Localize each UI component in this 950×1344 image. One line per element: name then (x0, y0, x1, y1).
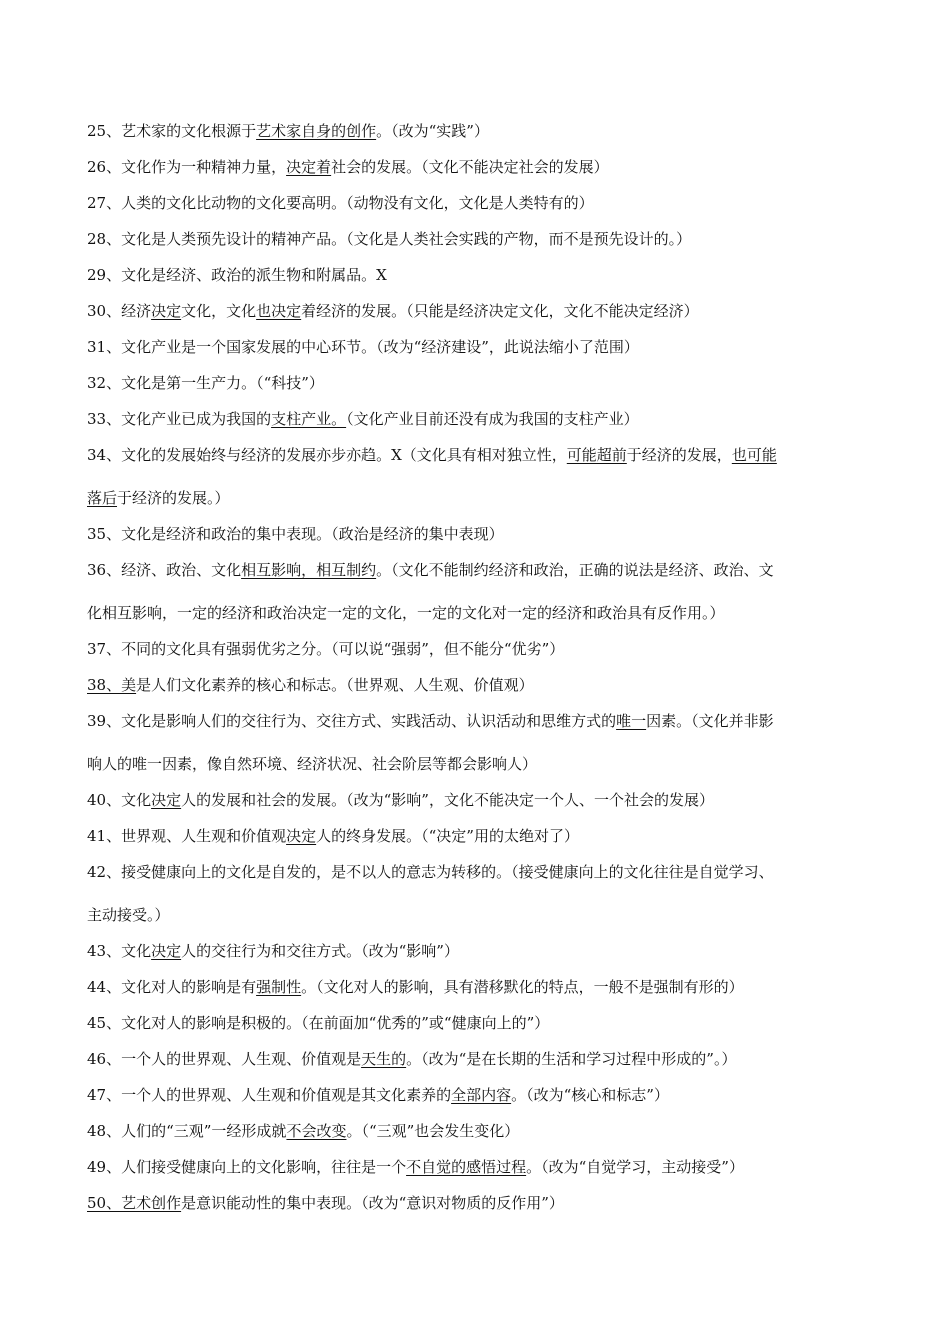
text-segment: 31、文化产业是一个国家发展的中心环节。（改为“经济建设”，此说法缩小了范围） (87, 338, 639, 356)
text-segment: 33、文化产业已成为我国的 (87, 410, 272, 428)
document-line (87, 1152, 865, 1188)
text-segment: 41、世界观、人生观和价值观 (87, 827, 287, 845)
document-line (87, 440, 865, 476)
document-line (87, 152, 865, 188)
text-segment: 39、文化是影响人们的交往行为、交往方式、实践活动、认识活动和思维方式的 (87, 712, 617, 730)
text-segment: 社会的发展。（文化不能决定社会的发展） (331, 158, 609, 176)
text-segment: 。（改为“是在长期的生活和学习过程中形成的”。） (406, 1050, 737, 1068)
text-segment: 36、经济、政治、文化 (87, 561, 242, 579)
text-segment: 47、一个人的世界观、人生观和价值观是其文化素养的 (87, 1086, 452, 1104)
text-segment: 文化，文化 (181, 302, 257, 320)
text-segment: 人的终身发展。（“决定”用的太绝对了） (316, 827, 579, 845)
document-line (87, 972, 865, 1008)
underlined-text: 决定 (151, 791, 182, 809)
text-segment: 是人们文化素养的核心和标志。（世界观、人生观、价值观） (136, 676, 534, 694)
text-segment: 26、文化作为一种精神力量， (87, 158, 287, 176)
document-line (87, 634, 865, 670)
underlined-text: 也可能 (731, 446, 777, 464)
document-line (87, 296, 865, 332)
text-segment: 人的发展和社会的发展。（改为“影响”，文化不能决定一个人、一个社会的发展） (181, 791, 714, 809)
underlined-text: 不会改变 (286, 1122, 347, 1140)
text-segment: 因素。（文化并非影 (646, 712, 774, 730)
document-line (87, 1116, 865, 1152)
document-line (87, 116, 865, 152)
text-segment: 40、文化 (87, 791, 152, 809)
document-line (87, 1044, 865, 1080)
text-segment: 25、艺术家的文化根源于 (87, 122, 257, 140)
text-segment: 。（文化不能制约经济和政治，正确的说法是经济、政治、文 (376, 561, 774, 579)
text-segment: （文化产业目前还没有成为我国的支柱产业） (346, 410, 639, 428)
underlined-text: 唯一 (616, 712, 647, 730)
document-line (87, 368, 865, 404)
document-line (87, 1008, 865, 1044)
document-line (87, 483, 865, 519)
text-segment: 37、不同的文化具有强弱优劣之分。（可以说“强弱”，但不能分“优劣”） (87, 640, 565, 658)
document-line (87, 404, 865, 440)
underlined-text: 不自觉的感悟过程 (406, 1158, 527, 1176)
underlined-text: 50、艺术创作 (87, 1194, 182, 1212)
text-segment: 48、人们的“三观”一经形成就 (87, 1122, 287, 1140)
text-segment: 是意识能动性的集中表现。（改为“意识对物质的反作用”） (181, 1194, 564, 1212)
text-segment: 34、文化的发展始终与经济的发展亦步亦趋。X（文化具有相对独立性， (87, 446, 567, 464)
underlined-text: 强制性 (256, 978, 302, 996)
document-line (87, 555, 865, 591)
underlined-text: 落后 (87, 489, 118, 507)
document-line (87, 188, 865, 224)
document-line (87, 749, 865, 785)
document-line (87, 1188, 865, 1224)
text-segment: 45、文化对人的影响是积极的。（在前面加“优秀的”或“健康向上的”） (87, 1014, 550, 1032)
text-segment: 人的交往行为和交往方式。（改为“影响”） (181, 942, 459, 960)
text-segment: 于经济的发展， (626, 446, 732, 464)
document-line (87, 598, 865, 634)
underlined-text: 38、美 (87, 676, 137, 694)
document-line (87, 1080, 865, 1116)
document-line (87, 857, 865, 893)
text-segment: 主动接受。） (87, 906, 170, 924)
underlined-text: 艺术家自身的创作 (256, 122, 377, 140)
document-line (87, 936, 865, 972)
underlined-text: 全部内容 (451, 1086, 512, 1104)
text-segment: 42、接受健康向上的文化是自发的，是不以人的意志为转移的。（接受健康向上的文化往往是自觉学习、 (87, 863, 774, 881)
document-line (87, 670, 865, 706)
underlined-text: 决定 (151, 302, 182, 320)
text-segment: 响人的唯一因素，像自然环境、经济状况、社会阶层等都会影响人） (87, 755, 538, 773)
underlined-text: 天生的 (361, 1050, 407, 1068)
underlined-text: 决定着 (286, 158, 332, 176)
document-line (87, 260, 865, 296)
text-segment: 。（改为“核心和标志”） (511, 1086, 669, 1104)
text-segment: 。（改为“实践”） (376, 122, 489, 140)
document-line (87, 332, 865, 368)
text-segment: 30、经济 (87, 302, 152, 320)
text-segment: 着经济的发展。（只能是经济决定文化，文化不能决定经济） (301, 302, 699, 320)
text-segment: 28、文化是人类预先设计的精神产品。（文化是人类社会实践的产物，而不是预先设计的。） (87, 230, 692, 248)
text-segment: 49、人们接受健康向上的文化影响，往往是一个 (87, 1158, 407, 1176)
text-segment: 于经济的发展。） (117, 489, 230, 507)
text-segment: 。（改为“自觉学习，主动接受”） (526, 1158, 744, 1176)
document-line (87, 785, 865, 821)
underlined-text: 相互影响，相互制约 (241, 561, 377, 579)
text-segment: 35、文化是经济和政治的集中表现。（政治是经济的集中表现） (87, 525, 504, 543)
document-line (87, 224, 865, 260)
text-segment: 29、文化是经济、政治的派生物和附属品。X (87, 266, 387, 284)
text-segment: 46、一个人的世界观、人生观、价值观是 (87, 1050, 362, 1068)
text-segment: 。（“三观”也会发生变化） (346, 1122, 520, 1140)
underlined-text: 决定 (286, 827, 317, 845)
document-line (87, 706, 865, 742)
underlined-text: 决定 (151, 942, 182, 960)
document-line (87, 900, 865, 936)
text-segment: 43、文化 (87, 942, 152, 960)
document-line (87, 519, 865, 555)
text-segment: 27、人类的文化比动物的文化要高明。（动物没有文化，文化是人类特有的） (87, 194, 594, 212)
document-line (87, 821, 865, 857)
underlined-text: 可能超前 (566, 446, 627, 464)
text-segment: 44、文化对人的影响是有 (87, 978, 257, 996)
underlined-text: 也决定 (256, 302, 302, 320)
text-segment: 化相互影响，一定的经济和政治决定一定的文化，一定的文化对一定的经济和政治具有反作用。） (87, 604, 725, 622)
text-segment: 32、文化是第一生产力。（“科技”） (87, 374, 324, 392)
text-segment: 。（文化对人的影响，具有潜移默化的特点，一般不是强制有形的） (301, 978, 744, 996)
underlined-text: 支柱产业。 (271, 410, 347, 428)
